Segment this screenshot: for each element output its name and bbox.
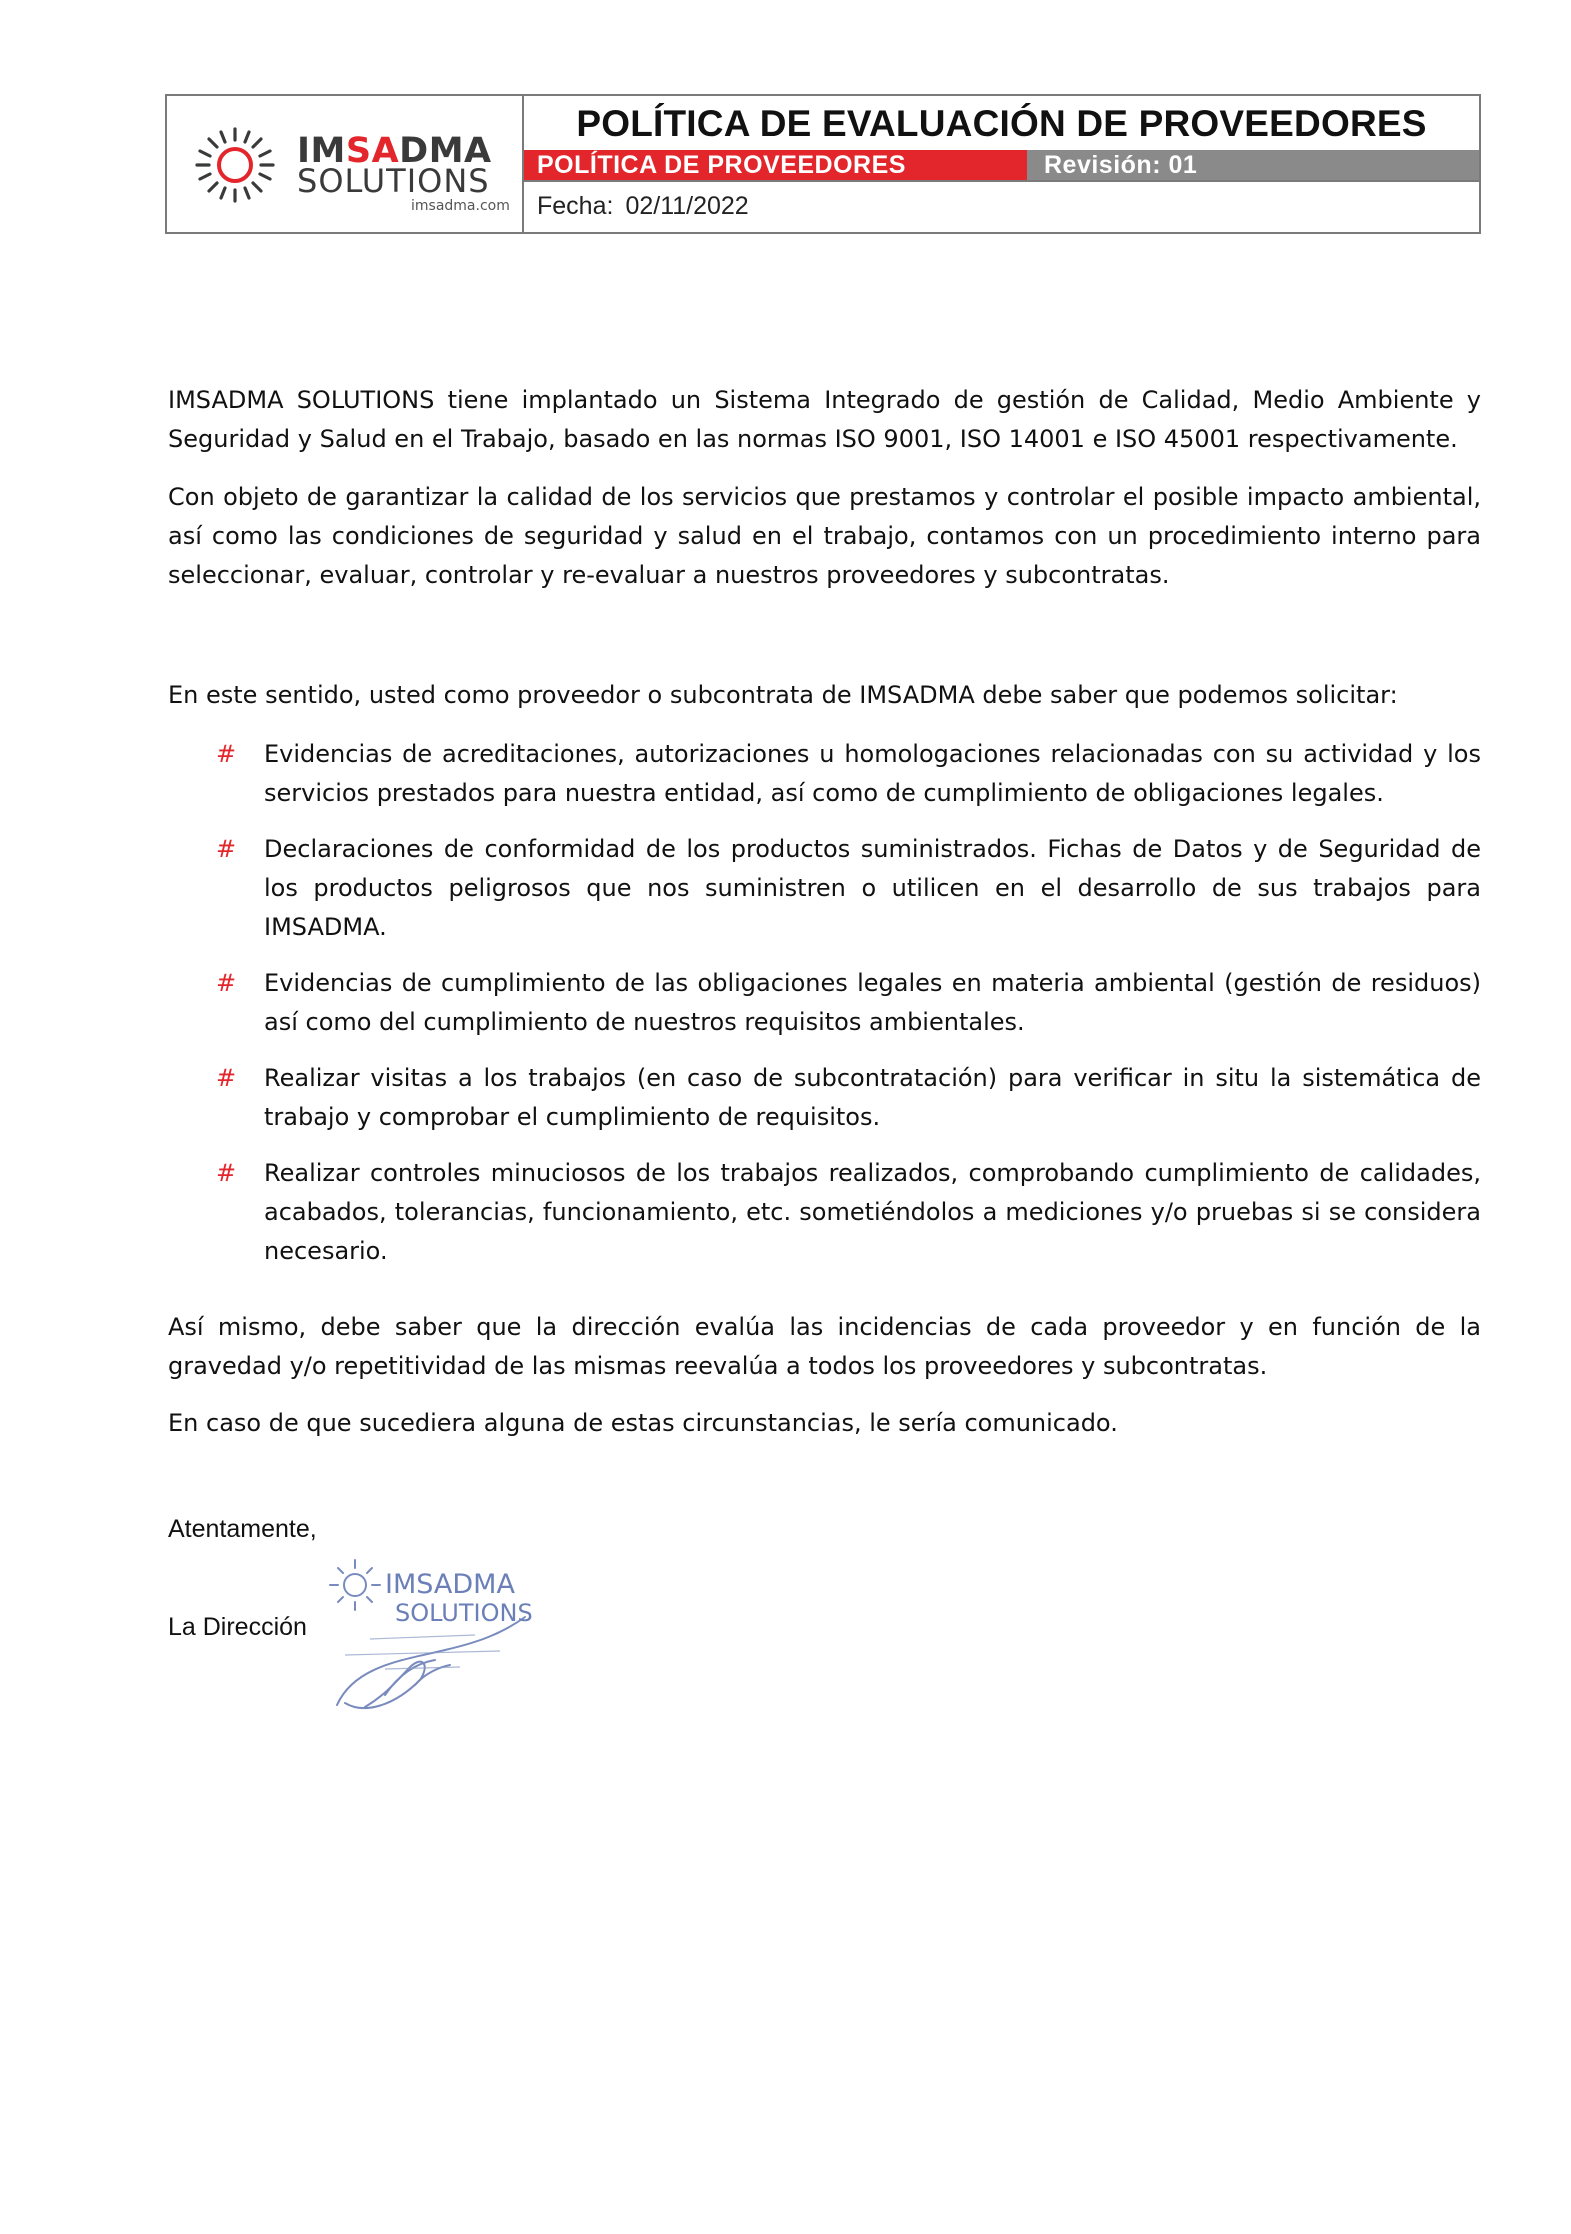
sun-logo-icon xyxy=(185,123,285,203)
date-value: 02/11/2022 xyxy=(625,192,749,220)
stamp-line-2: SOLUTIONS xyxy=(395,1599,533,1627)
list-item xyxy=(168,964,1481,1042)
hash-bullet: # xyxy=(216,1064,237,1092)
hash-bullet: # xyxy=(216,969,237,997)
logo-url: imsadma.com xyxy=(411,198,510,214)
list-item-text: Realizar visitas a los trabajos (en caso de subcontratación) para verificar in situ la sistemática de trabajo y comprobar el cumplimiento de requisitos. xyxy=(264,1064,1481,1131)
signer-name: La Dirección xyxy=(168,1613,307,1641)
logo-solutions: SOLUTIONS xyxy=(297,162,490,200)
document-subtitle: POLÍTICA DE PROVEEDORES xyxy=(524,150,1027,180)
logo-sa: SA xyxy=(345,131,400,171)
list-item xyxy=(168,830,1481,947)
paragraph-intro: IMSADMA SOLUTIONS tiene implantado un Sistema Integrado de gestión de Calidad, Medio Ambiente y Seguridad y Salud en el Trabajo, basado en las normas ISO 9001, ISO 14001 e ISO 45001 respectivamente. xyxy=(168,386,1481,453)
company-stamp xyxy=(325,1555,555,1725)
paragraph-objective: Con objeto de garantizar la calidad de los servicios que prestamos y controlar el posible impacto ambiental, así como las condiciones de seguridad y salud en el trabajo, contamos con un procedimiento interno para seleccionar, evaluar, controlar y re-evaluar a nuestros proveedores y subcontratas. xyxy=(168,483,1481,589)
document-date xyxy=(524,180,1479,232)
list-item xyxy=(168,735,1481,813)
company-logo xyxy=(167,96,524,232)
date-label: Fecha: xyxy=(537,192,614,220)
paragraph-notice: En caso de que sucediera alguna de estas circunstancias, le sería comunicado. xyxy=(168,1409,1118,1437)
logo-im: IM xyxy=(297,131,346,171)
hash-bullet: # xyxy=(216,1159,237,1187)
closing-salutation: Atentamente, xyxy=(168,1515,317,1543)
paragraph-request-intro: En este sentido, usted como proveedor o subcontrata de IMSADMA debe saber que podemos solicitar: xyxy=(168,681,1398,709)
hash-bullet: # xyxy=(216,740,237,768)
document-title: POLÍTICA DE EVALUACIÓN DE PROVEEDORES xyxy=(576,103,1427,144)
list-item-text: Evidencias de cumplimiento de las obligaciones legales en materia ambiental (gestión de residuos) así como del cumplimiento de nuestros requisitos ambientales. xyxy=(264,969,1481,1036)
header-info xyxy=(524,96,1479,232)
revision-label: Revisión: 01 xyxy=(1027,150,1479,180)
list-item-text: Evidencias de acreditaciones, autorizaciones u homologaciones relacionadas con su actividad y los servicios prestados para nuestra entidad, así como de cumplimiento de obligaciones legales. xyxy=(264,740,1481,807)
paragraph-evaluation: Así mismo, debe saber que la dirección evalúa las incidencias de cada proveedor y en función de la gravedad y/o repetitividad de las mismas reevalúa a todos los proveedores y subcontratas. xyxy=(168,1313,1481,1380)
logo-dma: DMA xyxy=(399,131,492,171)
list-item xyxy=(168,1059,1481,1137)
list-item-text: Declaraciones de conformidad de los productos suministrados. Fichas de Datos y de Seguridad de los productos peligrosos que nos suministren o utilicen en el desarrollo de sus trabajos para IMSADMA. xyxy=(264,835,1481,941)
hash-bullet: # xyxy=(216,835,237,863)
list-item xyxy=(168,1154,1481,1271)
document-header xyxy=(165,94,1481,234)
requirements-list xyxy=(168,735,1481,1288)
stamp-line-1: IMSADMA xyxy=(385,1569,515,1600)
list-item-text: Realizar controles minuciosos de los trabajos realizados, comprobando cumplimiento de calidades, acabados, tolerancias, funcionamiento, etc. sometiéndolos a mediciones y/o pruebas si se considera necesario. xyxy=(264,1159,1481,1265)
